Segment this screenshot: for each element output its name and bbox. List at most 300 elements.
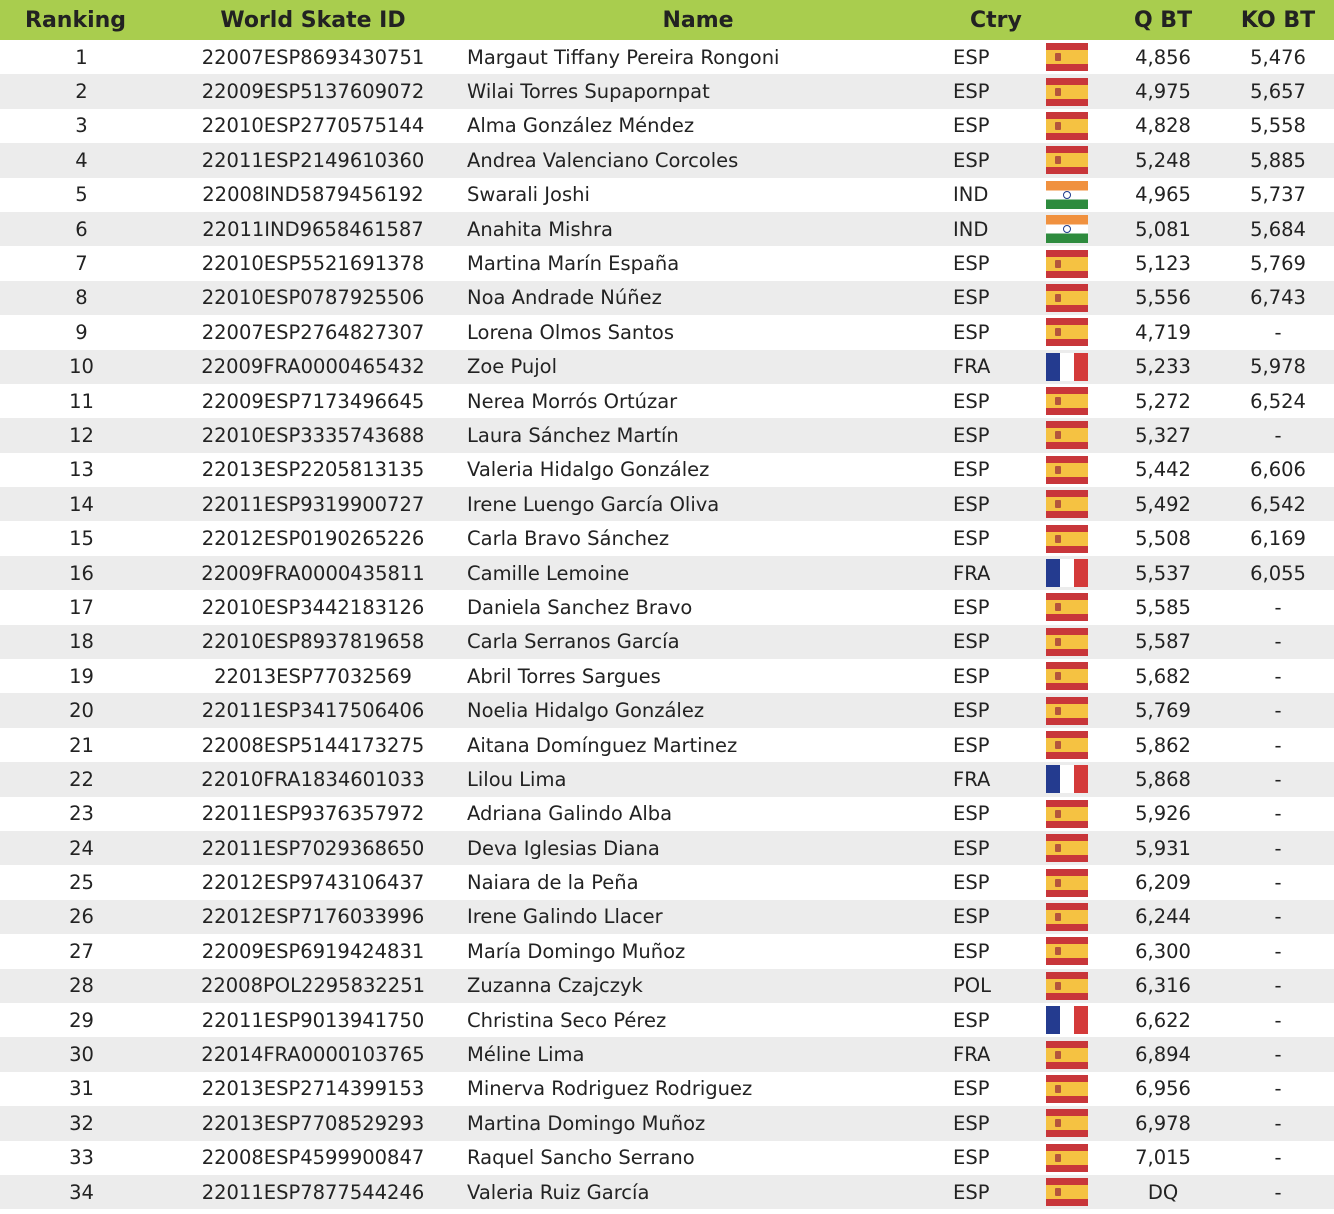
ko-bt-cell: - <box>1222 693 1334 727</box>
country-code-cell: ESP <box>933 487 1041 521</box>
flag-esp-icon <box>1046 903 1088 931</box>
rank-cell: 24 <box>0 831 163 865</box>
world-skate-id-cell: 22008IND5879456192 <box>202 183 424 207</box>
country-code-cell: ESP <box>953 45 990 69</box>
flag-cell <box>1041 625 1104 659</box>
flag-cell <box>1041 900 1104 934</box>
table-row <box>0 1037 1334 1071</box>
name-cell: Raquel Sancho Serrano <box>467 1146 695 1170</box>
flag-ind-icon <box>1046 181 1088 209</box>
rank-cell: 15 <box>69 527 94 551</box>
name-cell: Deva Iglesias Diana <box>463 831 933 865</box>
country-code-cell: ESP <box>953 389 990 413</box>
world-skate-id-cell: 22009ESP7173496645 <box>201 389 425 413</box>
flag-cell <box>1041 109 1104 143</box>
name-cell: Lorena Olmos Santos <box>467 320 675 344</box>
table-row <box>0 969 1334 1003</box>
world-skate-id-cell: 22007ESP8693430751 <box>201 45 425 69</box>
world-skate-id-cell: 22010ESP2770575144 <box>201 114 425 138</box>
flag-cell <box>1041 246 1104 280</box>
rank-cell: 7 <box>75 252 88 276</box>
table-header <box>0 0 1334 40</box>
q-bt-cell: 5,492 <box>1104 487 1222 521</box>
rank-cell: 3 <box>75 114 88 138</box>
rank-cell: 5 <box>75 183 88 207</box>
flag-esp-icon <box>1046 662 1088 690</box>
ko-bt-cell: 6,743 <box>1222 281 1334 315</box>
ko-bt-cell: - <box>1222 1037 1334 1071</box>
world-skate-id-cell: 22011ESP9319900727 <box>163 487 463 521</box>
world-skate-id-cell: 22014FRA0000103765 <box>163 1037 463 1071</box>
q-bt-cell: 4,975 <box>1104 74 1222 108</box>
name-cell: Aitana Domínguez Martinez <box>467 733 738 757</box>
ko-bt-cell: 5,476 <box>1250 45 1306 69</box>
q-bt-cell: 4,856 <box>1135 45 1191 69</box>
flag-cell <box>1041 934 1104 968</box>
q-bt-cell: 6,300 <box>1135 939 1191 963</box>
flag-cell <box>1041 487 1104 521</box>
country-code-cell: ESP <box>953 458 990 482</box>
flag-cell <box>1041 281 1104 315</box>
flag-cell <box>1041 1106 1104 1140</box>
flag-esp-icon <box>1046 1041 1088 1069</box>
q-bt-cell: 5,769 <box>1104 693 1222 727</box>
name-cell: Zuzanna Czajczyk <box>463 969 933 1003</box>
rank-cell: 6 <box>0 212 163 246</box>
flag-cell <box>1041 212 1104 246</box>
table-row <box>0 934 1334 968</box>
country-code-cell: ESP <box>933 74 1041 108</box>
flag-esp-icon <box>1046 284 1088 312</box>
world-skate-id-cell: 22009ESP6919424831 <box>201 939 425 963</box>
name-cell: Anahita Mishra <box>463 212 933 246</box>
rank-cell: 30 <box>0 1037 163 1071</box>
ko-bt-cell: 5,769 <box>1250 252 1306 276</box>
country-code-cell: ESP <box>953 1146 990 1170</box>
name-cell: Irene Galindo Llacer <box>463 900 933 934</box>
country-code-cell: ESP <box>953 802 990 826</box>
flag-esp-icon <box>1046 525 1088 553</box>
table-row <box>0 453 1334 487</box>
flag-esp-icon <box>1046 593 1088 621</box>
q-bt-cell: 5,931 <box>1104 831 1222 865</box>
name-cell: María Domingo Muñoz <box>467 939 686 963</box>
table-row <box>0 693 1334 727</box>
q-bt-cell: 5,442 <box>1135 458 1191 482</box>
q-bt-cell: 5,868 <box>1104 762 1222 796</box>
rank-cell: 11 <box>69 389 94 413</box>
table-row <box>0 109 1334 143</box>
ko-bt-cell: - <box>1274 320 1282 344</box>
ko-bt-cell: 5,684 <box>1222 212 1334 246</box>
flag-cell <box>1041 1175 1104 1209</box>
flag-esp-icon <box>1046 1075 1088 1103</box>
ko-bt-cell: - <box>1274 939 1282 963</box>
q-bt-cell: 5,248 <box>1104 143 1222 177</box>
table-row <box>0 728 1334 762</box>
table-row <box>0 350 1334 384</box>
table-row <box>0 797 1334 831</box>
name-cell: Carla Bravo Sánchez <box>467 527 670 551</box>
country-code-cell: FRA <box>933 762 1041 796</box>
ko-bt-cell: - <box>1274 1008 1282 1032</box>
ko-bt-cell: - <box>1274 595 1282 619</box>
header-row <box>0 0 1334 40</box>
table-row <box>0 74 1334 108</box>
world-skate-id-cell: 22009ESP5137609072 <box>163 74 463 108</box>
name-cell: Swarali Joshi <box>467 183 590 207</box>
rank-cell: 34 <box>0 1175 163 1209</box>
rank-cell: 14 <box>0 487 163 521</box>
world-skate-id-cell: 22011ESP9376357972 <box>201 802 425 826</box>
rank-cell: 22 <box>0 762 163 796</box>
rank-cell: 28 <box>0 969 163 1003</box>
world-skate-id-cell: 22010ESP3335743688 <box>163 418 463 452</box>
flag-esp-icon <box>1046 972 1088 1000</box>
ko-bt-cell: - <box>1274 733 1282 757</box>
table-row <box>0 384 1334 418</box>
header-ko-bt: KO BT <box>1222 0 1334 40</box>
q-bt-cell: 5,587 <box>1104 625 1222 659</box>
flag-cell <box>1041 74 1104 108</box>
ko-bt-cell: - <box>1222 1106 1334 1140</box>
name-cell: Daniela Sanchez Bravo <box>467 595 693 619</box>
country-code-cell: ESP <box>933 625 1041 659</box>
world-skate-id-cell: 22013ESP2205813135 <box>201 458 425 482</box>
flag-esp-icon <box>1046 490 1088 518</box>
flag-esp-icon <box>1046 834 1088 862</box>
table-row <box>0 762 1334 796</box>
table-row <box>0 1072 1334 1106</box>
world-skate-id-cell: 22012ESP7176033996 <box>163 900 463 934</box>
name-cell: Carla Serranos García <box>463 625 933 659</box>
q-bt-cell: 6,209 <box>1135 871 1191 895</box>
rank-cell: 21 <box>69 733 94 757</box>
q-bt-cell: 5,682 <box>1135 664 1191 688</box>
rank-cell: 29 <box>69 1008 94 1032</box>
header-q-bt: Q BT <box>1104 0 1222 40</box>
rank-cell: 31 <box>69 1077 94 1101</box>
table-row <box>0 1106 1334 1140</box>
q-bt-cell: 5,123 <box>1135 252 1191 276</box>
flag-cell <box>1041 40 1104 74</box>
q-bt-cell: 6,244 <box>1104 900 1222 934</box>
name-cell: Camille Lemoine <box>463 556 933 590</box>
country-code-cell: ESP <box>953 114 990 138</box>
name-cell: Martina Domingo Muñoz <box>463 1106 933 1140</box>
country-code-cell: ESP <box>933 831 1041 865</box>
rank-cell: 16 <box>0 556 163 590</box>
flag-esp-icon <box>1046 421 1088 449</box>
ko-bt-cell: 5,657 <box>1222 74 1334 108</box>
flag-fra-icon <box>1046 559 1088 587</box>
table-row <box>0 281 1334 315</box>
world-skate-id-cell: 22010ESP0787925506 <box>163 281 463 315</box>
country-code-cell: ESP <box>953 939 990 963</box>
flag-cell <box>1041 1141 1104 1175</box>
world-skate-id-cell: 22008ESP4599900847 <box>201 1146 425 1170</box>
flag-cell <box>1041 418 1104 452</box>
table-row <box>0 590 1334 624</box>
ko-bt-cell: 6,169 <box>1250 527 1306 551</box>
ko-bt-cell: - <box>1222 625 1334 659</box>
world-skate-id-cell: 22011ESP2149610360 <box>163 143 463 177</box>
table-row <box>0 1175 1334 1209</box>
q-bt-cell: 5,537 <box>1104 556 1222 590</box>
table-row <box>0 40 1334 74</box>
flag-cell <box>1041 831 1104 865</box>
q-bt-cell: 5,327 <box>1104 418 1222 452</box>
name-cell: Christina Seco Pérez <box>467 1008 667 1032</box>
world-skate-id-cell: 22007ESP2764827307 <box>201 320 425 344</box>
ko-bt-cell: - <box>1274 871 1282 895</box>
world-skate-id-cell: 22008ESP5144173275 <box>201 733 425 757</box>
name-cell: Valeria Ruiz García <box>463 1175 933 1209</box>
ko-bt-cell: 6,542 <box>1222 487 1334 521</box>
world-skate-id-cell: 22011ESP9013941750 <box>201 1008 425 1032</box>
name-cell: Noelia Hidalgo González <box>463 693 933 727</box>
ko-bt-cell: 6,606 <box>1250 458 1306 482</box>
flag-cell <box>1041 1003 1104 1037</box>
country-code-cell: ESP <box>933 1106 1041 1140</box>
rank-cell: 12 <box>0 418 163 452</box>
name-cell: Noa Andrade Núñez <box>463 281 933 315</box>
rank-cell: 13 <box>69 458 94 482</box>
flag-fra-icon <box>1046 353 1088 381</box>
name-cell: Nerea Morrós Ortúzar <box>467 389 678 413</box>
country-code-cell: FRA <box>933 556 1041 590</box>
flag-esp-icon <box>1046 112 1088 140</box>
name-cell: Irene Luengo García Oliva <box>463 487 933 521</box>
q-bt-cell: 5,272 <box>1135 389 1191 413</box>
table-row <box>0 831 1334 865</box>
rank-cell: 20 <box>0 693 163 727</box>
table-row <box>0 487 1334 521</box>
world-skate-id-cell: 22011IND9658461587 <box>163 212 463 246</box>
flag-esp-icon <box>1046 869 1088 897</box>
name-cell: Martina Marín España <box>467 252 680 276</box>
q-bt-cell: 6,978 <box>1104 1106 1222 1140</box>
flag-fra-icon <box>1046 765 1088 793</box>
table-row <box>0 178 1334 212</box>
flag-esp-icon <box>1046 250 1088 278</box>
world-skate-id-cell: 22013ESP77032569 <box>214 664 412 688</box>
country-code-cell: FRA <box>933 350 1041 384</box>
header-ranking: Ranking <box>0 0 163 40</box>
world-skate-id-cell: 22008POL2295832251 <box>163 969 463 1003</box>
table-row <box>0 212 1334 246</box>
flag-cell <box>1041 590 1104 624</box>
country-code-cell: IND <box>953 183 989 207</box>
flag-cell <box>1041 453 1104 487</box>
q-bt-cell: 5,585 <box>1135 595 1191 619</box>
q-bt-cell: 5,862 <box>1135 733 1191 757</box>
country-code-cell: ESP <box>953 733 990 757</box>
world-skate-id-cell: 22013ESP7708529293 <box>163 1106 463 1140</box>
country-code-cell: ESP <box>933 1175 1041 1209</box>
world-skate-id-cell: 22009FRA0000465432 <box>163 350 463 384</box>
name-cell: Adriana Galindo Alba <box>467 802 673 826</box>
country-code-cell: FRA <box>933 1037 1041 1071</box>
header-name: Name <box>463 0 933 40</box>
flag-cell <box>1041 384 1104 418</box>
flag-esp-icon <box>1046 628 1088 656</box>
country-code-cell: ESP <box>953 871 990 895</box>
world-skate-id-cell: 22010ESP3442183126 <box>201 595 425 619</box>
world-skate-id-cell: 22011ESP7877544246 <box>163 1175 463 1209</box>
flag-cell <box>1041 178 1104 212</box>
rank-cell: 2 <box>0 74 163 108</box>
flag-esp-icon <box>1046 1144 1088 1172</box>
world-skate-id-cell: 22010ESP5521691378 <box>201 252 425 276</box>
flag-esp-icon <box>1046 78 1088 106</box>
world-skate-id-cell: 22011ESP3417506406 <box>163 693 463 727</box>
name-cell: Minerva Rodriguez Rodriguez <box>467 1077 753 1101</box>
country-code-cell: ESP <box>953 320 990 344</box>
flag-esp-icon <box>1046 318 1088 346</box>
flag-ind-icon <box>1046 215 1088 243</box>
country-code-cell: ESP <box>953 664 990 688</box>
q-bt-cell: 5,081 <box>1104 212 1222 246</box>
ko-bt-cell: - <box>1274 664 1282 688</box>
name-cell: Méline Lima <box>463 1037 933 1071</box>
name-cell: Valeria Hidalgo González <box>467 458 710 482</box>
country-code-cell: ESP <box>933 281 1041 315</box>
q-bt-cell: 5,556 <box>1104 281 1222 315</box>
country-code-cell: ESP <box>933 693 1041 727</box>
table-body <box>0 40 1334 1209</box>
flag-esp-icon <box>1046 731 1088 759</box>
rank-cell: 18 <box>0 625 163 659</box>
ko-bt-cell: - <box>1222 969 1334 1003</box>
world-skate-id-cell: 22011ESP7029368650 <box>163 831 463 865</box>
name-cell: Abril Torres Sargues <box>467 664 661 688</box>
flag-cell <box>1041 143 1104 177</box>
country-code-cell: ESP <box>933 900 1041 934</box>
flag-cell <box>1041 762 1104 796</box>
world-skate-id-cell: 22012ESP9743106437 <box>201 871 425 895</box>
table-row <box>0 521 1334 555</box>
name-cell: Lilou Lima <box>463 762 933 796</box>
table-row <box>0 143 1334 177</box>
ko-bt-cell: 6,055 <box>1222 556 1334 590</box>
country-code-cell: ESP <box>933 418 1041 452</box>
table-row <box>0 900 1334 934</box>
ko-bt-cell: - <box>1274 1146 1282 1170</box>
rank-cell: 23 <box>69 802 94 826</box>
rank-cell: 1 <box>75 45 88 69</box>
rank-cell: 10 <box>0 350 163 384</box>
table-row <box>0 865 1334 899</box>
flag-esp-icon <box>1046 456 1088 484</box>
table-row <box>0 556 1334 590</box>
table-row <box>0 1141 1334 1175</box>
country-code-cell: ESP <box>953 1008 990 1032</box>
ko-bt-cell: 5,737 <box>1250 183 1306 207</box>
flag-cell <box>1041 350 1104 384</box>
ko-bt-cell: 6,524 <box>1250 389 1306 413</box>
ko-bt-cell: - <box>1274 802 1282 826</box>
country-code-cell: IND <box>933 212 1041 246</box>
rank-cell: 4 <box>0 143 163 177</box>
q-bt-cell: 5,926 <box>1135 802 1191 826</box>
flag-esp-icon <box>1046 1109 1088 1137</box>
q-bt-cell: 5,233 <box>1104 350 1222 384</box>
rank-cell: 25 <box>69 871 94 895</box>
q-bt-cell: 4,828 <box>1135 114 1191 138</box>
flag-cell <box>1041 315 1104 349</box>
table-row <box>0 625 1334 659</box>
ko-bt-cell: - <box>1222 1175 1334 1209</box>
rank-cell: 27 <box>69 939 94 963</box>
q-bt-cell: DQ <box>1104 1175 1222 1209</box>
ko-bt-cell: - <box>1222 900 1334 934</box>
name-cell: Margaut Tiffany Pereira Rongoni <box>467 45 780 69</box>
rank-cell: 8 <box>0 281 163 315</box>
ko-bt-cell: 5,978 <box>1222 350 1334 384</box>
q-bt-cell: 5,508 <box>1135 527 1191 551</box>
table-row <box>0 315 1334 349</box>
name-cell: Zoe Pujol <box>463 350 933 384</box>
name-cell: Naiara de la Peña <box>467 871 639 895</box>
flag-cell <box>1041 1072 1104 1106</box>
country-code-cell: POL <box>933 969 1041 1003</box>
table-row <box>0 418 1334 452</box>
rank-cell: 9 <box>75 320 88 344</box>
name-cell: Laura Sánchez Martín <box>463 418 933 452</box>
country-code-cell: ESP <box>953 595 990 619</box>
rank-cell: 32 <box>0 1106 163 1140</box>
country-code-cell: ESP <box>953 1077 990 1101</box>
flag-cell <box>1041 797 1104 831</box>
flag-cell <box>1041 969 1104 1003</box>
q-bt-cell: 4,965 <box>1135 183 1191 207</box>
rank-cell: 33 <box>69 1146 94 1170</box>
ko-bt-cell: 5,558 <box>1250 114 1306 138</box>
q-bt-cell: 7,015 <box>1135 1146 1191 1170</box>
world-skate-id-cell: 22010ESP8937819658 <box>163 625 463 659</box>
rank-cell: 17 <box>69 595 94 619</box>
q-bt-cell: 6,956 <box>1135 1077 1191 1101</box>
name-cell: Alma González Méndez <box>467 114 695 138</box>
flag-cell <box>1041 659 1104 693</box>
flag-cell <box>1041 556 1104 590</box>
table-row <box>0 246 1334 280</box>
flag-esp-icon <box>1046 43 1088 71</box>
world-skate-id-cell: 22010FRA1834601033 <box>163 762 463 796</box>
rank-cell: 26 <box>0 900 163 934</box>
world-skate-id-cell: 22009FRA0000435811 <box>163 556 463 590</box>
header-ctry: Ctry <box>933 0 1104 40</box>
q-bt-cell: 6,894 <box>1104 1037 1222 1071</box>
q-bt-cell: 6,316 <box>1104 969 1222 1003</box>
flag-esp-icon <box>1046 937 1088 965</box>
rank-cell: 19 <box>69 664 94 688</box>
world-skate-id-cell: 22013ESP2714399153 <box>201 1077 425 1101</box>
table-row <box>0 1003 1334 1037</box>
flag-esp-icon <box>1046 146 1088 174</box>
flag-cell <box>1041 521 1104 555</box>
ko-bt-cell: - <box>1274 1077 1282 1101</box>
flag-cell <box>1041 1037 1104 1071</box>
flag-cell <box>1041 693 1104 727</box>
country-code-cell: ESP <box>953 252 990 276</box>
flag-esp-icon <box>1046 800 1088 828</box>
ko-bt-cell: 5,885 <box>1222 143 1334 177</box>
name-cell: Andrea Valenciano Corcoles <box>463 143 933 177</box>
name-cell: Wilai Torres Supapornpat <box>463 74 933 108</box>
country-code-cell: ESP <box>933 143 1041 177</box>
